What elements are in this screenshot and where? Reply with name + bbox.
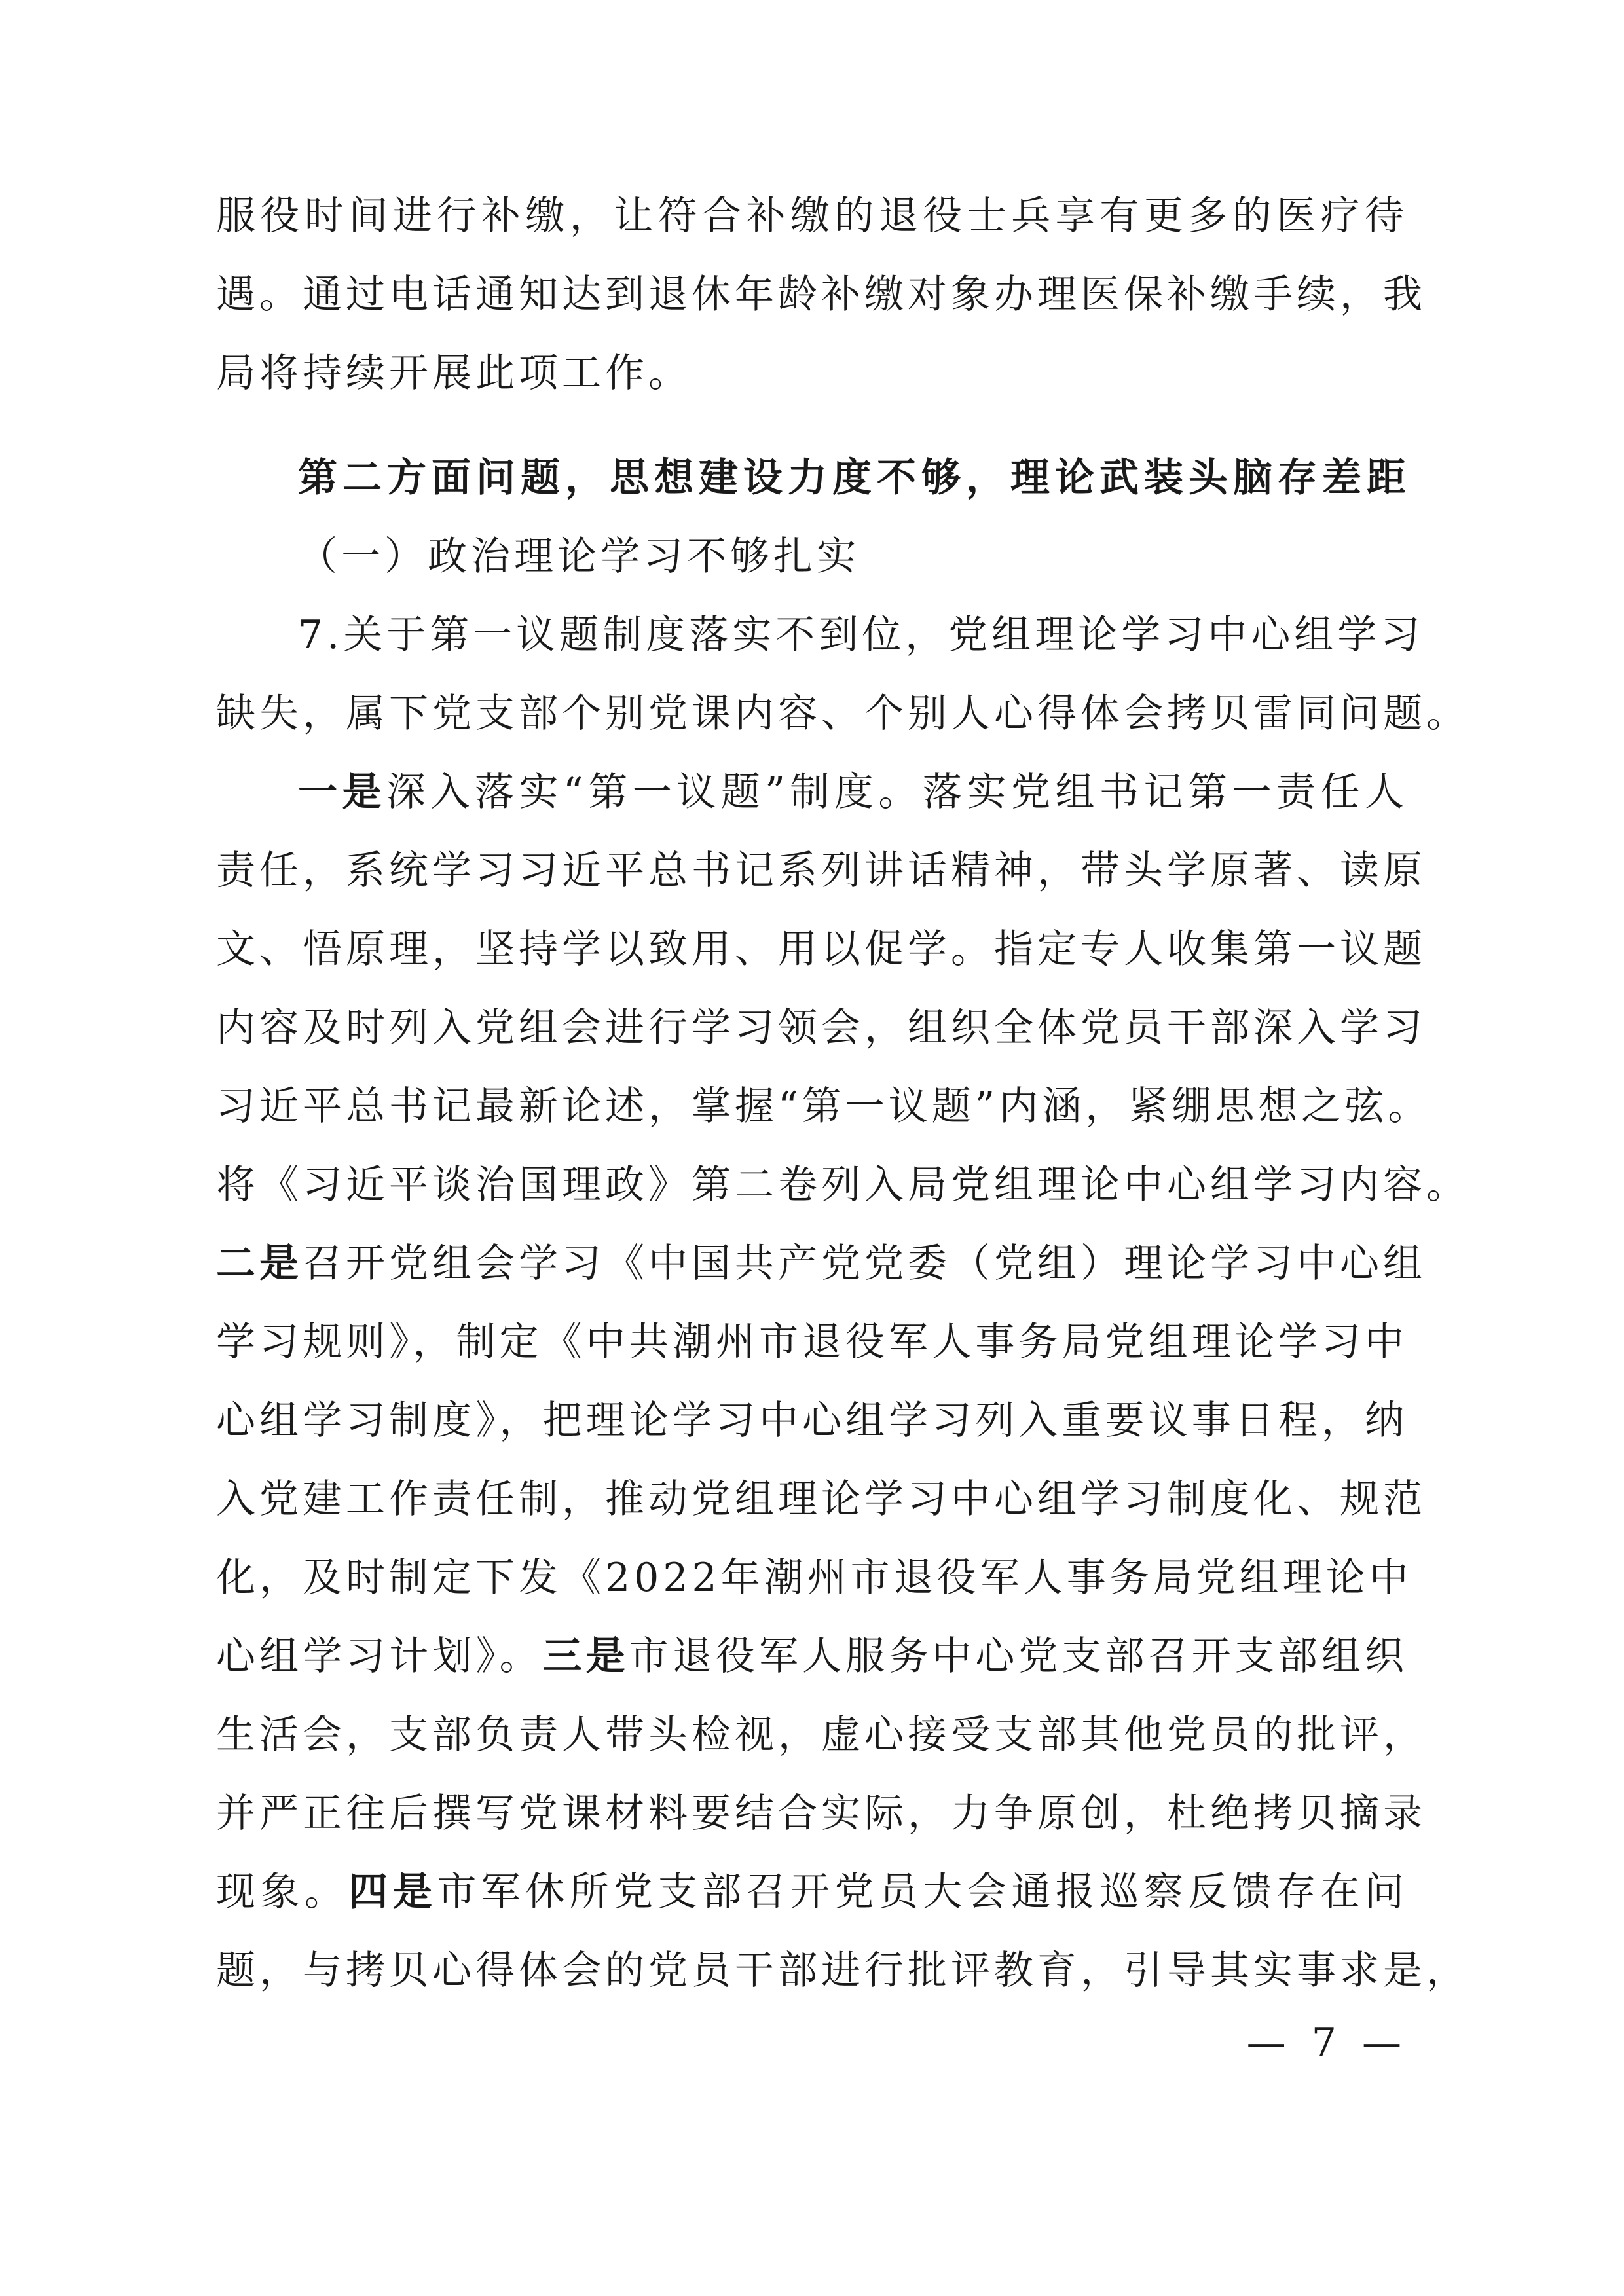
subsection-heading: （一）政治理论学习不够扎实 — [298, 534, 860, 579]
body-line-8: 学习规则》，制定《中共潮州市退役军人事务局党组理论学习中 — [216, 1319, 1408, 1365]
paragraph-line-2: 遇。通过电话通知达到退休年龄补缴对象办理医保补缴手续，我 — [216, 272, 1426, 318]
body-line-1 — [298, 766, 1408, 818]
body-text: 心组学习计划》。 — [216, 1633, 543, 1679]
body-line-3: 文、悟原理，坚持学以致用、用以促学。指定专人收集第一议题 — [216, 926, 1426, 972]
bold-marker-first: 一是 — [298, 769, 387, 815]
bold-marker-second: 二是 — [216, 1241, 303, 1286]
body-line-6: 将《习近平谈治国理政》第二卷列入局党组理论中心组学习内容。 — [216, 1162, 1469, 1208]
body-text: 市退役军人服务中心党支部召开支部组织 — [629, 1633, 1409, 1679]
body-line-5: 习近平总书记最新论述，掌握“第一议题”内涵，紧绷思想之弦。 — [216, 1084, 1431, 1129]
item-7-line-1: 7.关于第一议题制度落实不到位，党组理论学习中心组学习 — [298, 612, 1424, 658]
body-line-11: 化，及时制定下发《2022年潮州市退役军人事务局党组理论中 — [216, 1555, 1412, 1601]
body-line-15 — [216, 1866, 1408, 1918]
paragraph-line-1: 服役时间进行补缴，让符合补缴的退役士兵享有更多的医疗待 — [216, 193, 1408, 239]
body-text: 市军休所党支部召开党员大会通报巡察反馈存在问 — [437, 1869, 1409, 1915]
body-line-10: 入党建工作责任制，推动党组理论学习中心组学习制度化、规范 — [216, 1476, 1426, 1522]
body-text: 召开党组会学习《中国共产党党委（党组）理论学习中心组 — [303, 1241, 1426, 1286]
body-line-9: 心组学习制度》，把理论学习中心组学习列入重要议事日程，纳 — [216, 1398, 1408, 1444]
page-number: — 7 — — [1246, 2020, 1408, 2066]
section-heading: 第二方面问题，思想建设力度不够，理论武装头脑存差距 — [298, 455, 1411, 501]
paragraph-line-3: 局将持续开展此项工作。 — [216, 350, 692, 396]
body-line-13: 生活会，支部负责人带头检视，虚心接受支部其他党员的批评， — [216, 1712, 1426, 1758]
body-line-7 — [216, 1237, 1426, 1290]
body-line-2: 责任，系统学习习近平总书记系列讲话精神，带头学原著、读原 — [216, 848, 1426, 894]
body-text: 现象。 — [216, 1869, 349, 1915]
bold-marker-third: 三是 — [542, 1633, 629, 1679]
bold-marker-fourth: 四是 — [348, 1869, 437, 1915]
body-line-12 — [216, 1630, 1408, 1683]
body-line-16: 题，与拷贝心得体会的党员干部进行批评教育，引导其实事求是， — [216, 1948, 1469, 1994]
body-text: 深入落实“第一议题”制度。落实党组书记第一责任人 — [386, 769, 1408, 815]
item-7-line-2: 缺失，属下党支部个别党课内容、个别人心得体会拷贝雷同问题。 — [216, 691, 1469, 737]
body-line-14: 并严正往后撰写党课材料要结合实际，力争原创，杜绝拷贝摘录 — [216, 1791, 1426, 1836]
body-line-4: 内容及时列入党组会进行学习领会，组织全体党员干部深入学习 — [216, 1005, 1426, 1051]
